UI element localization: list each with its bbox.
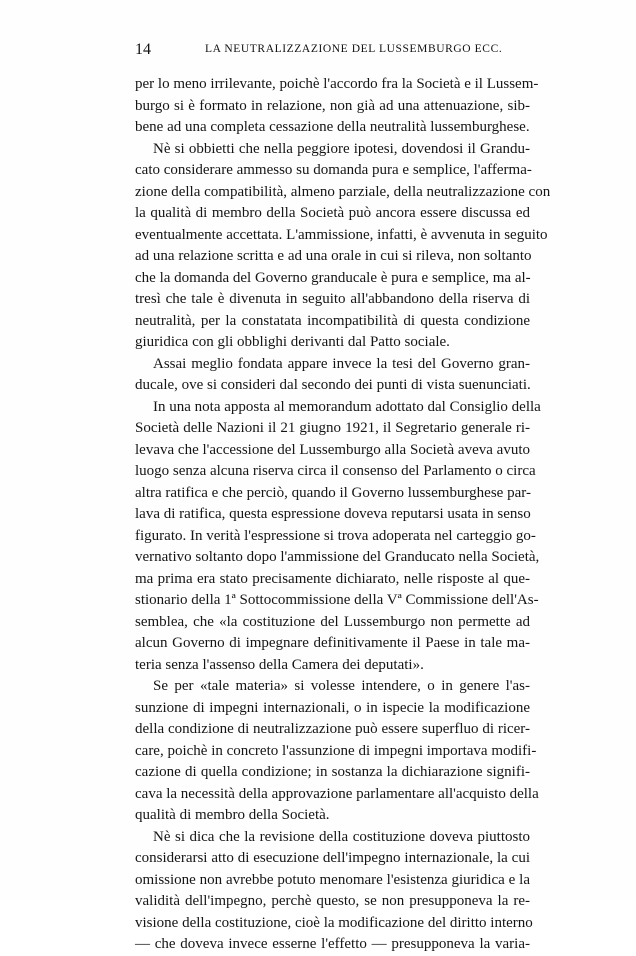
text-line: per lo meno irrilevante, poichè l'accordo fra la Società e il Lussem-: [135, 76, 539, 92]
text-line: la qualità di membro della Società può ancora essere discussa ed: [135, 205, 530, 221]
text-line: In una nota apposta al memorandum adottato dal Consiglio della: [153, 398, 541, 415]
text-line: Nè si obbietti che nella peggiore ipotesi, dovendosi il Grandu-: [153, 140, 530, 157]
text-line: considerarsi atto di esecuzione dell'impegno internazionale, la cui: [135, 850, 530, 866]
text-line: altra ratifica e che perciò, quando il Governo lussemburghese par-: [135, 484, 531, 501]
text-line: Società delle Nazioni il 21 giugno 1921, il Segretario generale ri-: [135, 420, 530, 436]
page-number: 14: [135, 41, 151, 58]
running-title: LA NEUTRALIZZAZIONE DEL LUSSEMBURGO ECC.: [205, 43, 503, 55]
text-line: alcun Governo di impegnare definitivamente il Paese in tale ma-: [135, 635, 530, 651]
text-line: ducale, ove si consideri dal secondo dei punti di vista suenunciati.: [135, 377, 531, 393]
text-line: neutralità, per la constatata incompatibilità di questa condizione: [135, 312, 530, 329]
text-line: vernativo soltanto dopo l'ammissione del Granducato nella Società,: [135, 549, 540, 565]
page-header: [135, 41, 535, 65]
text-line: eventualmente accettata. L'ammissione, infatti, è avvenuta in seguito: [135, 226, 548, 243]
text-line: zione della compatibilità, almeno parziale, della neutralizzazione con: [135, 183, 551, 200]
text-line: levava che l'accessione del Lussemburgo alla Società aveva avuto: [135, 441, 530, 458]
text-line: burgo si è formato in relazione, non già ad una attenuazione, sib-: [135, 97, 530, 114]
text-line: giuridica con gli obblighi derivanti dal Patto sociale.: [135, 334, 450, 350]
text-line: visione della costituzione, cioè la modificazione del diritto interno: [135, 914, 533, 931]
text-line: — che doveva invece esserne l'effetto — presupponeva la varia-: [135, 936, 530, 952]
text-line: validità dell'impegno, perchè questo, se non presupponeva la re-: [135, 893, 530, 909]
text-line: sunzione di impegni internazionali, o in ispecie la modificazione: [135, 699, 530, 716]
text-line: stionario della 1ª Sottocommissione della Vª Commissione dell'As-: [135, 592, 539, 608]
text-line: cazione di quella condizione; in sostanza la dichiarazione signifi-: [135, 764, 530, 780]
text-line: teria senza l'assenso della Camera dei deputati».: [135, 656, 424, 673]
text-line: qualità di membro della Società.: [135, 807, 330, 823]
text-line: Se per «tale materia» si volesse intendere, o in genere l'as-: [153, 678, 530, 694]
text-line: care, poichè in concreto l'assunzione di impegni importava modifi-: [135, 742, 537, 759]
text-line: della condizione di neutralizzazione può essere superfluo di ricer-: [135, 721, 530, 737]
text-line: tresì che tale è divenuta in seguito all'abbandono della riserva di: [135, 291, 530, 307]
text-line: cato considerare ammesso su domanda pura e semplice, l'afferma-: [135, 162, 532, 178]
text-line: semblea, che «la costituzione del Lussemburgo non permette ad: [135, 613, 530, 630]
text-line: cava la necessità della approvazione parlamentare all'acquisto della: [135, 785, 539, 802]
text-line: che la domanda del Governo granducale è pura e semplice, ma al-: [135, 269, 531, 286]
text-line: Nè si dica che la revisione della costituzione doveva piuttosto: [153, 828, 530, 845]
text-line: Assai meglio fondata appare invece la tesi del Governo gran-: [153, 355, 530, 372]
text-line: figurato. In verità l'espressione si trova adoperata nel carteggio go-: [135, 527, 536, 544]
text-line: lava di ratifica, questa espressione doveva reputarsi usata in senso: [135, 506, 531, 522]
text-line: omissione non avrebbe potuto menomare l'esistenza giuridica e la: [135, 871, 530, 888]
text-line: ad una relazione scritta e ad una orale in cui si rileva, non soltanto: [135, 248, 532, 264]
body-text: [135, 74, 551, 956]
text-line: bene ad una completa cessazione della neutralità lussemburghese.: [135, 119, 530, 135]
text-line: luogo senza alcuna riserva circa il consenso del Parlamento o circa: [135, 463, 536, 479]
text-line: ma prima era stato precisamente dichiarato, nelle risposte al que-: [135, 570, 530, 587]
